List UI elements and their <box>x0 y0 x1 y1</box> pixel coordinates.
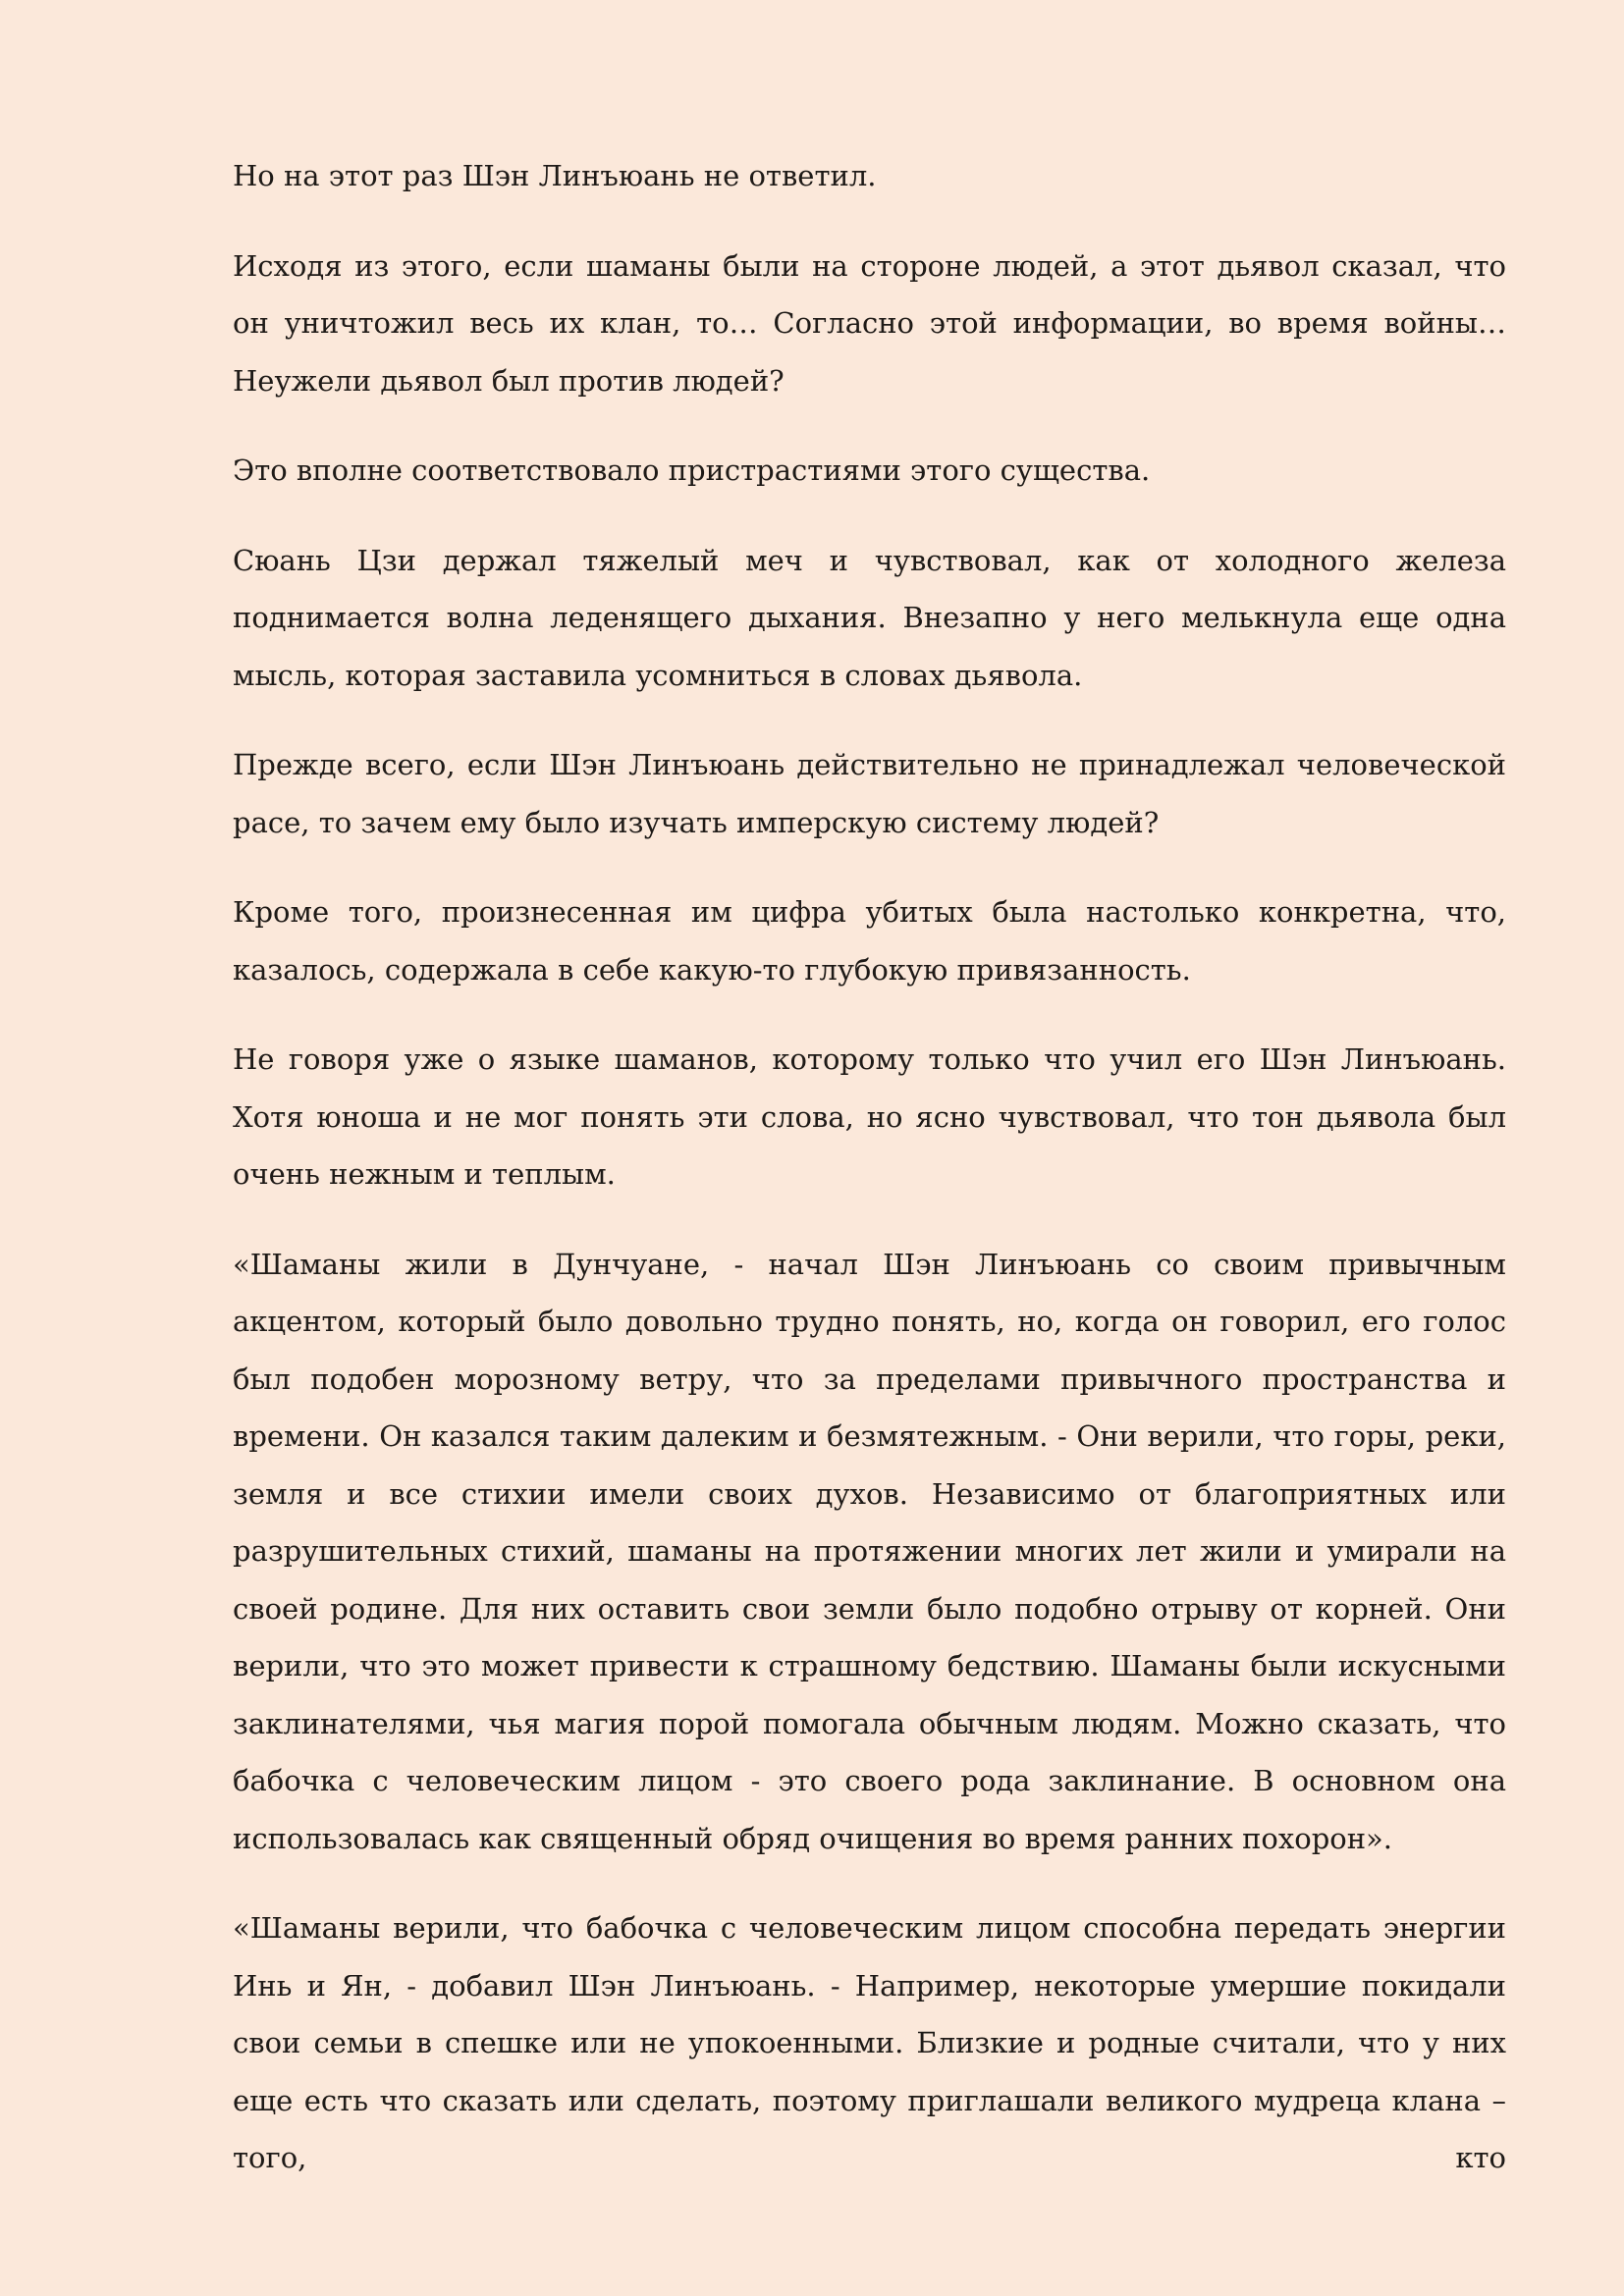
paragraph-5: Прежде всего, если Шэн Линъюань действительно не принадлежал человеческой расе, то зачем ему было изучать имперскую систему людей? <box>233 748 1506 839</box>
paragraph-2: Исходя из этого, если шаманы были на стороне людей, а этот дьявол сказал, что он уничтожил весь их клан, то… Согласно этой информации, во время войны… Неужели дьявол был против людей? <box>233 248 1506 398</box>
document-page <box>233 147 1506 2187</box>
paragraph-1: Но на этот раз Шэн Линъюань не ответил. <box>233 159 877 192</box>
paragraph-9: «Шаманы верили, что бабочка с человеческим лицом способна передать энергии Инь и Ян, - добавил Шэн Линъюань. - Например, некоторые умершие покидали свои семьи в спешке или не упокоенными. Близкие и родные считали, что у них еще есть что сказать или сделать, поэтому приглашали великого мудреца клана – того, кто <box>233 1911 1506 2174</box>
paragraph-6: Кроме того, произнесенная им цифра убитых была настолько конкретна, что, казалось, содержала в себе какую-то глубокую привязанность. <box>233 895 1506 987</box>
paragraph-8: «Шаманы жили в Дунчуане, - начал Шэн Линъюань со своим привычным акцентом, который было довольно трудно понять, но, когда он говорил, его голос был подобен морозному ветру, что за пределами привычного пространства и времени. Он казался таким далеким и безмятежным. - Они верили, что горы, реки, земля и все стихии имели своих духов. Независимо от благоприятных или разрушительных стихий, шаманы на протяжении многих лет жили и умирали на своей родине. Для них оставить свои земли было подобно отрыву от корней. Они верили, что это может привести к страшному бедствию. Шаманы были искусными заклинателями, чья магия порой помогала обычным людям. Можно сказать, что бабочка с человеческим лицом - это своего рода заклинание. В основном она использовалась как священный обряд очищения во время ранних похорон». <box>233 1247 1506 1855</box>
paragraph-4: Сюань Цзи держал тяжелый меч и чувствовал, как от холодного железа поднимается волна леденящего дыхания. Внезапно у него мелькнула еще одна мысль, которая заставила усомниться в словах дьявола. <box>233 543 1506 692</box>
paragraph-7: Не говоря уже о языке шаманов, которому только что учил его Шэн Линъюань. Хотя юноша и не мог понять эти слова, но ясно чувствовал, что тон дьявола был очень нежным и теплым. <box>233 1042 1506 1191</box>
paragraph-3: Это вполне соответствовало пристрастиями этого существа. <box>233 454 1151 487</box>
